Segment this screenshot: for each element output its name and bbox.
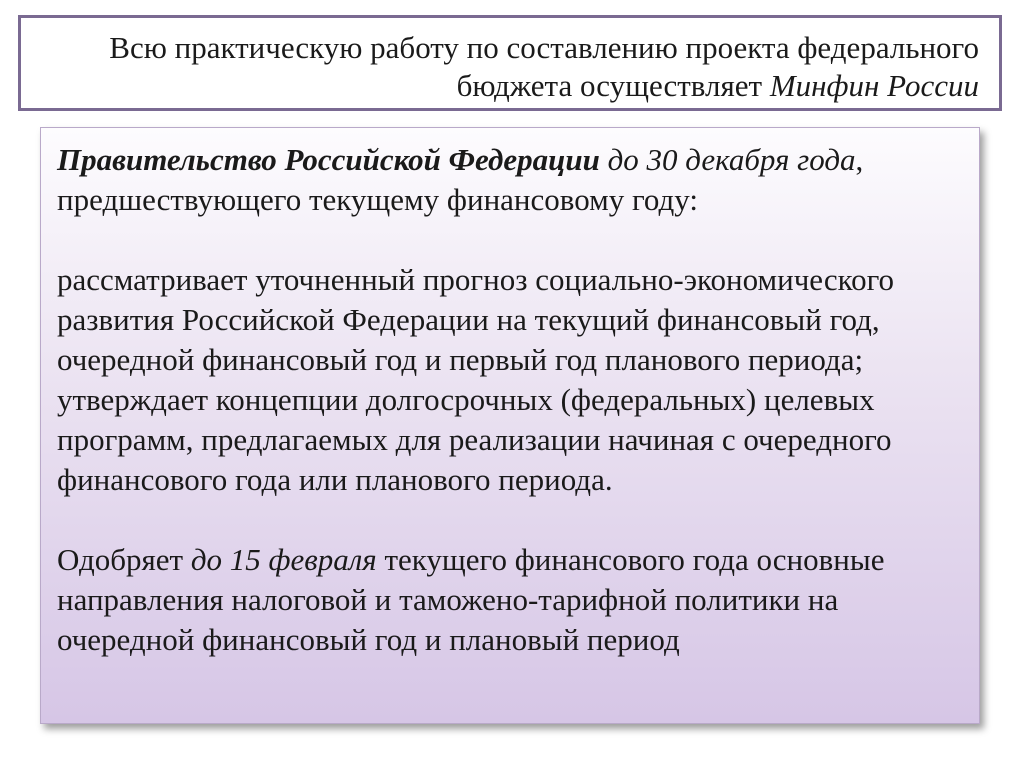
- title-line-1: Всю практическую работу по составлению проекта федерального: [109, 30, 979, 65]
- paragraph-programs: утверждает концепции долгосрочных (федеральных) целевых программ, предлагаемых для реализации начиная с очередного финансового года или планового периода.: [57, 382, 892, 497]
- government-name: Правительство Российской Федерации: [57, 142, 600, 177]
- title-line-2: бюджета осуществляет: [456, 68, 770, 103]
- title-emphasis: Минфин России: [769, 68, 979, 103]
- paragraph-government: [57, 140, 962, 220]
- slide-title-box: [18, 15, 1002, 111]
- approves-rest: текущего финансового года основные направления налоговой и таможено-тарифной политики на очередной финансовый год и плановый период: [57, 542, 885, 657]
- deadline-february: до 15 февраля: [190, 542, 377, 577]
- slide-content: [57, 140, 962, 660]
- government-rest: , предшествующего текущему финансовому году:: [57, 142, 864, 217]
- paragraph-approves: [57, 540, 962, 660]
- slide-title: [109, 29, 979, 105]
- paragraph-forecast: рассматривает уточненный прогноз социально-экономического развития Российской Федерации на текущий финансовый год, очередной финансовый год и первый год планового периода;: [57, 262, 895, 377]
- approves-start: Одобряет: [57, 542, 191, 577]
- deadline-december: до 30 декабря года: [599, 142, 856, 177]
- slide-content-box: [40, 127, 980, 724]
- spacer: [57, 500, 962, 540]
- spacer: [57, 220, 962, 260]
